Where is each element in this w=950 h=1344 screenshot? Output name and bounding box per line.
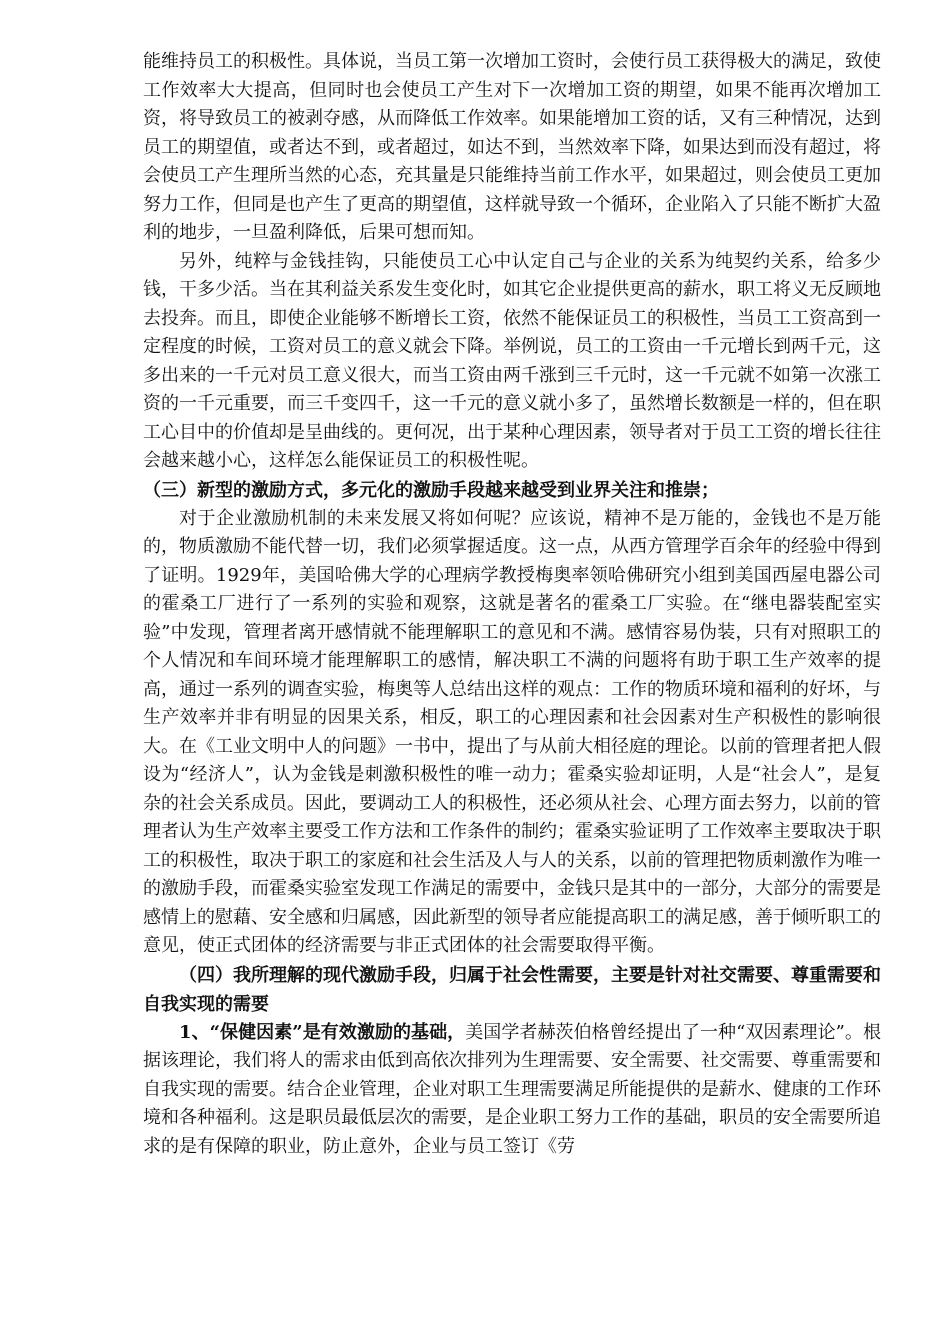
paragraph-lead-bold: 1、“保健因素”是有效激励的基础， bbox=[179, 1021, 466, 1043]
paragraph-hawthorne-experiment: 对于企业激励机制的未来发展又将如何呢？应该说，精神不是万能的，金钱也不是万能的，物质激励不能代替一切，我们必须掌握适度。这一点，从西方管理学百余年的经验中得到了证明。1929年，美国哈佛大学的心理病学教授梅奥率领哈佛研究小组到美国西屋电器公司的霍桑工厂进行了一系列的实验和观察，这就是著名的霍桑工厂实验。在“继电器装配室实验”中发现，管理者离开感情就不能理解职工的意见和不满。感情容易伪装，只有对照职工的个人情况和车间环境才能理解职工的感情，解决职工不满的问题将有助于职工生产效率的提高，通过一系列的调查实验，梅奥等人总结出这样的观点：工作的物质环境和福利的好坏，与生产效率并非有明显的因果关系，相反，职工的心理因素和社会因素对生产积极性的影响很大。在《工业文明中人的问题》一书中，提出了与从前大相径庭的理论。以前的管理者把人假设为“经济人”，认为金钱是刺激积极性的唯一动力；霍桑实验却证明，人是“社会人”，是复杂的社会关系成员。因此，要调动工人的积极性，还必须从社会、心理方面去努力，以前的管理者认为生产效率主要受工作方法和工作条件的制约；霍桑实验证明了工作效率主要取决于职工的积极性，取决于职工的家庭和社会生活及人与人的关系，以前的管理把物质刺激作为唯一的激励手段，而霍桑实验室发现工作满足的需要中，金钱只是其中的一部分，大部分的需要是感情上的慰藉、安全感和归属感，因此新型的领导者应能提高职工的满足感，善于倾听职工的意见，使正式团体的经济需要与非正式团体的社会需要取得平衡。 bbox=[143, 507, 881, 956]
document-page bbox=[143, 48, 881, 1161]
paragraph-money-contract: 另外，纯粹与金钱挂钩，只能使员工心中认定自己与企业的关系为纯契约关系，给多少钱，干多少活。当在其利益关系发生变化时，如其它企业提供更高的薪水，职工将义无反顾地去投奔。而且，即使企业能够不断增长工资，依然不能保证员工的积极性，当员工工资高到一定程度的时候，工资对员工的意义就会下降。举例说，员工的工资由一千元增长到两千元，这多出来的一千元对员工意义很大，而当工资由两千涨到三千元时，这一千元就不如第一次涨工资的一千元重要，而三千变四千，这一千元的意义就小多了，虽然增长数额是一样的，但在职工心目中的价值却是呈曲线的。更何况，出于某种心理因素，领导者对于员工工资的增长往往会越来越小心，这样怎么能保证员工的积极性呢。 bbox=[143, 250, 881, 471]
paragraph-body-text: 美国学者赫茨伯格曾经提出了一种“双因素理论”。根据该理论，我们将人的需求由低到高依次排列为生理需要、安全需要、社交需要、尊重需要和自我实现的需要。结合企业管理，企业对职工生理需要满足所能提供的是薪水、健康的工作环境和各种福利。这是职员最低层次的需要，是企业职工努力工作的基础，职员的安全需要所追求的是有保障的职业，防止意外，企业与员工签订《劳 bbox=[143, 1021, 881, 1157]
paragraph-salary-expectation: 能维持员工的积极性。具体说，当员工第一次增加工资时，会使行员工获得极大的满足，致使工作效率大大提高，但同时也会使员工产生对下一次增加工资的期望，如果不能再次增加工资，将导致员工的被剥夺感，从而降低工作效率。如果能增加工资的话，又有三种情况，达到员工的期望值，或者达不到，或者超过，如达不到，当然效率下降，如果达到而没有超过，将会使员工产生理所当然的心态，充其量是只能维持当前工作水平，如果超过，则会使员工更加努力工作，但同是也产生了更高的期望值，这样就导致一个循环，企业陷入了只能不断扩大盈利的地步，一旦盈利降低，后果可想而知。 bbox=[143, 51, 881, 243]
section-heading-3: （三）新型的激励方式，多元化的激励手段越来越受到业界关注和推崇； bbox=[143, 479, 719, 501]
paragraph-hygiene-factors bbox=[143, 1019, 881, 1162]
section-heading-4: （四）我所理解的现代激励手段，归属于社会性需要，主要是针对社交需要、尊重需要和自我实现的需要 bbox=[143, 964, 881, 1015]
